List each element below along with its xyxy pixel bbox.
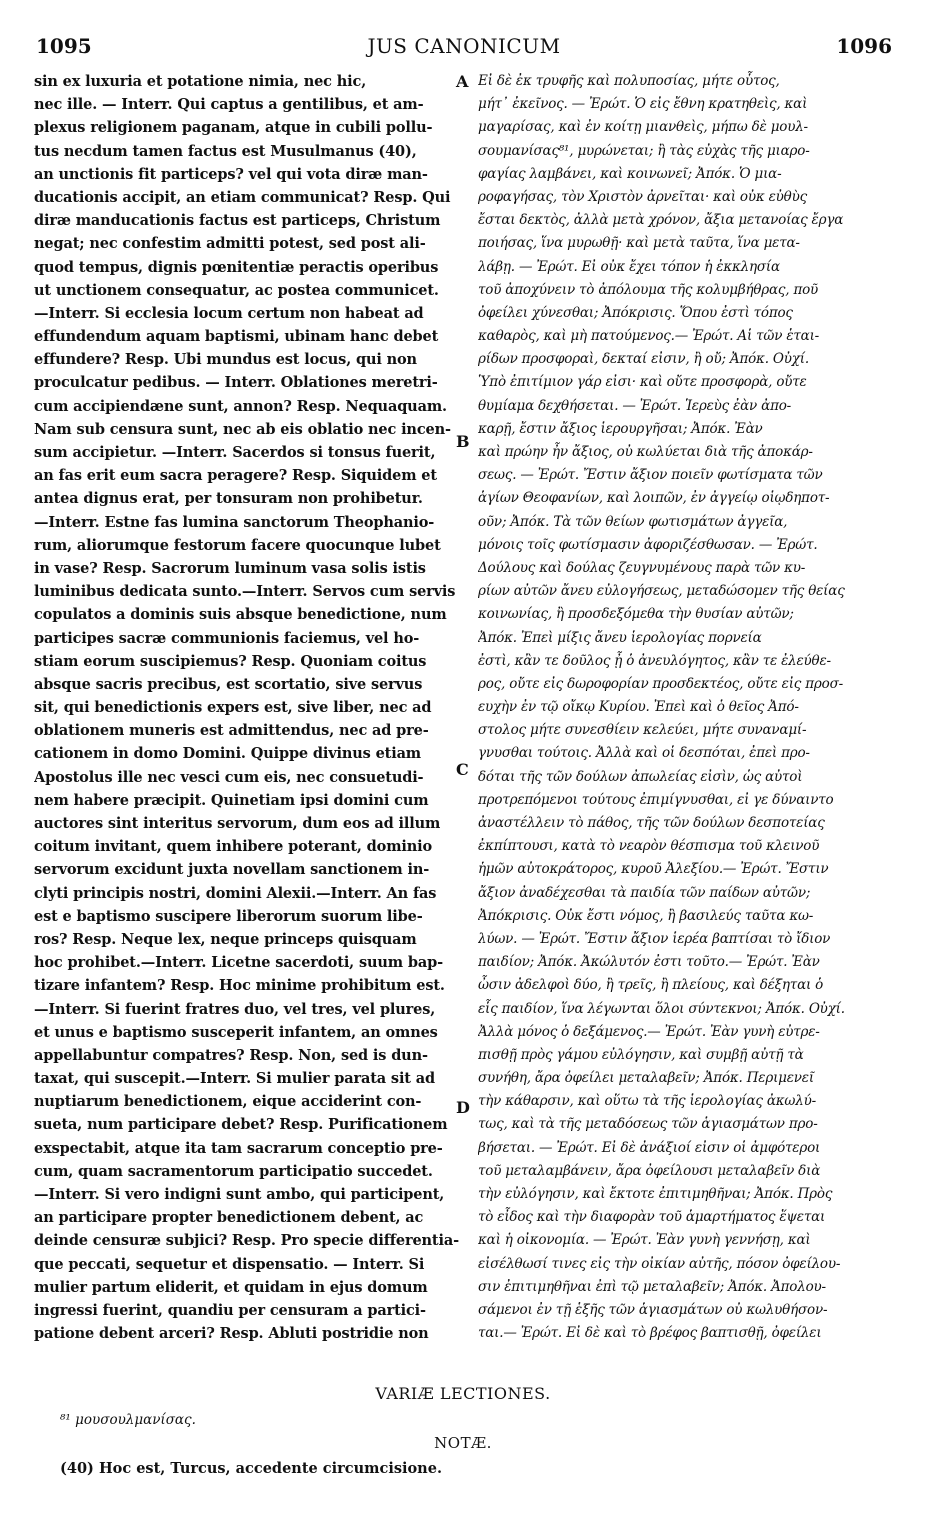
text-line: copulatos a dominis suis absque benedictione, num [34,606,447,624]
text-line: ἄξιον ἀναδέχεσθαι τὰ παιδία τῶν παίδων αὐτῶν; [478,884,811,901]
text-line: absque sacris precibus, est scortatio, sive servus [34,675,423,693]
variae-lectiones-heading: VARIÆ LECTIONES. [375,1384,551,1403]
text-line: ρίδων προσφοραὶ, δεκταί εἰσιν, ἢ οὔ; Ἀπόκ. Οὐχί. [478,351,809,368]
text-line: in vase? Resp. Sacrorum luminum vasa solis istis [34,559,426,577]
text-line: ἐστὶ, κἂν τε δοῦλος ᾖ ὁ ἀνευλόγητος, κἂν τε ἐλεύθε- [478,652,831,669]
text-line: Apostolus ille nec vesci cum eis, nec consuetudi- [34,768,424,786]
margin-marker-a: A [456,72,469,91]
text-line: ὦσιν ἀδελφοὶ δύο, ἢ τρεῖς, ἢ πλείους, καὶ δέξηται ὁ [478,977,824,994]
text-line: συνήθη, ἄρα ὀφείλει μεταλαβεῖν; Ἀπόκ. Περιμενεῖ [478,1070,814,1087]
text-line: οῦν; Ἀπόκ. Τὰ τῶν θείων φωτισμάτων ἀγγεῖα, [478,513,788,530]
variant-reading-note: ⁸¹ μουσουλμανίσας. [60,1412,196,1428]
text-line: deinde censuræ subjici? Resp. Pro specie differentia- [34,1232,459,1250]
text-line: luminibus dedicata sunto.—Interr. Servos cum servis [34,583,456,601]
text-line: ποιήσας, ἵνα μυρωθῇ· καὶ μετὰ ταῦτα, ἵνα μετα- [478,235,800,252]
footnote-40: (40) Hoc est, Turcus, accedente circumcisione. [60,1460,442,1477]
text-line: servorum excidunt juxta novellam sanctionem in- [34,861,430,879]
text-line: coitum invitant, quem inhibere poterant, dominio [34,838,433,856]
text-line: καρῇ, ἔστιν ἄξιος ἱερουργῆσαι; Ἀπόκ. Ἐὰν [478,420,763,437]
text-line: nec ille. — Interr. Qui captus a gentilibus, et am- [34,96,424,114]
text-line: que peccati, sequetur et dispensatio. — Interr. Si [34,1255,425,1273]
text-line: —Interr. Si vero indigni sunt ambo, qui participent, [34,1186,445,1203]
text-line: μόνοις τοῖς φωτίσμασιν ἀφοριζέσθωσαν. — Ἐρώτ. [478,536,818,553]
notae-heading: NOTÆ. [434,1434,492,1452]
text-line: nem habere præcipit. Quinetiam ipsi domini cum [34,791,429,809]
text-line: εἰσέλθωσί τινες εἰς τὴν οἰκίαν αὐτῆς, πόσον ὀφείλου- [478,1255,841,1272]
text-line: ducationis accipit, an etiam communicat? Resp. Qui [34,188,451,206]
text-line: καθαρὸς, καὶ μὴ πατούμενος.— Ἐρώτ. Αἱ τῶν ἑται- [478,328,820,345]
text-line: Nam sub censura sunt, nec ab eis oblatio nec incen- [34,420,451,438]
text-line: exspectabit, atque ita tam sacrarum conceptio pre- [34,1139,443,1157]
text-line: diræ manducationis factus est particeps, Christum [34,212,441,230]
text-line: mulier partum eliderit, et quidam in ejus domum [34,1278,428,1296]
text-line: rum, aliorumque festorum facere quocunque lubet [34,536,441,554]
text-line: δόται τῆς τῶν δούλων ἀπωλείας εἰσὶν, ὡς αὐτοὶ [478,768,803,785]
text-line: ἔσται δεκτὸς, ἀλλὰ μετὰ χρόνον, ἄξια μετανοίας ἔργα [478,212,844,229]
text-line: ἀναστέλλειν τὸ πάθος, τῆς τῶν δούλων δεσποτείας [478,815,825,831]
text-line: ρίων αὐτῶν ἄνευ εὐλογήσεως, μεταδώσομεν τῆς θείας [478,583,845,600]
text-line: effundendum aquam baptismi, ubinam hanc debet [34,328,439,346]
text-line: cationem in domo Domini. Quippe divinus etiam [34,745,422,763]
text-line: ρος, οὔτε εἰς δωροφορίαν προσδεκτέος, οὔτε εἰς προσ- [478,675,843,692]
text-line: —Interr. Si fuerint fratres duo, vel tres, vel plures, [34,1000,436,1018]
text-line: sit, qui benedictionis expers est, sive liber, nec ad [34,699,432,717]
text-line: sum accipietur. —Interr. Sacerdos si tonsus fuerit, [34,444,436,461]
text-line: an participare propter benedictionem debent, ac [34,1209,424,1227]
text-line: est e baptismo suscipere liberorum suorum libe- [34,907,423,925]
text-line: nuptiarum benedictionem, eique acciderint con- [34,1093,422,1111]
text-line: τὴν εὐλόγησιν, καὶ ἔκτοτε ἐπιτιμηθῆναι; Ἀπόκ. Πρὸς [478,1186,833,1202]
greek-column [478,70,892,1345]
text-line: tus necdum tamen factus est Musulmanus (40), [34,142,417,160]
text-line: ἁγίων Θεοφανίων, καὶ λοιπῶν, ἐν ἀγγείῳ οἱῳδηποτ- [478,490,830,507]
text-line: cum accipiendæne sunt, annon? Resp. Nequaquam. [34,397,447,415]
text-line: effundere? Resp. Ubi mundus est locus, qui non [34,351,417,369]
text-line: et unus e baptismo susceperit infantem, an omnes [34,1023,438,1041]
text-line: τὸ εἶδος καὶ τὴν διαφορὰν τοῦ ἁμαρτήματος ἕψεται [478,1209,826,1226]
text-line: —Interr. Estne fas lumina sanctorum Theophanio- [34,513,435,531]
text-line: an unctionis fit particeps? vel qui vota diræ man- [34,165,428,183]
text-line: cum, quam sacramentorum participatio succedet. [34,1162,433,1180]
text-line: σεως. — Ἐρώτ. Ἔστιν ἄξιον ποιεῖν φωτίσματα τῶν [478,467,823,484]
text-line: ut unctionem consequatur, ac postea communicet. [34,281,439,299]
text-line: λύων. — Ἐρώτ. Ἔστιν ἄξιον ἱερέα βαπτίσαι τὸ ἴδιον [478,930,831,947]
text-line: καὶ ἡ οἰκονομία. — Ἐρώτ. Ἐὰν γυνὴ γεννήσῃ, καὶ [478,1232,811,1249]
text-line: taxat, qui suscepit.—Interr. Si mulier parata sit ad [34,1070,435,1088]
text-line: ingressi fuerint, quandiu per censuram a partici- [34,1301,426,1319]
text-line: auctores sint interitus servorum, dum eos ad illum [34,815,441,832]
page-header [36,34,892,64]
running-title: JUS CANONICUM [367,34,561,58]
text-line: —Interr. Si ecclesia locum certum non habeat ad [34,304,424,322]
text-line: Ἀλλὰ μόνος ὁ δεξάμενος.— Ἐρώτ. Ἐὰν γυνὴ εὐτρε- [478,1023,820,1040]
text-line: Ὑπὸ ἐπιτίμιον γάρ εἰσι· καὶ οὔτε προσφορὰ, οὔτε [478,374,807,391]
text-line: τως, καὶ τὰ τῆς μεταδόσεως τῶν ἁγιασμάτων προ- [478,1116,818,1133]
text-line: Δούλους καὶ δούλας ζευγνυμένους παρὰ τῶν κυ- [478,559,806,576]
text-line: an fas erit eum sacra peragere? Resp. Siquidem et [34,467,437,485]
text-line: γνυσθαι τούτοις. Ἀλλὰ καὶ οἱ δεσπόται, ἐπεὶ προ- [478,745,810,762]
margin-marker-b: B [456,432,470,451]
text-line: appellabuntur compatres? Resp. Non, sed is dun- [34,1046,428,1064]
text-line: participes sacræ communionis faciemus, vel ho- [34,629,420,647]
text-line: σουμανίσας⁸¹, μυρώνεται; ἢ τὰς εὐχὰς τῆς μιαρο- [478,142,810,159]
text-line: τοῦ μεταλαμβάνειν, ἄρα ὀφείλουσι μεταλαβεῖν διὰ [478,1162,821,1179]
text-line: sin ex luxuria et potatione nimia, nec hic, [34,73,367,90]
text-line: antea dignus erat, per tonsuram non prohibetur. [34,490,423,508]
text-line: Ἀπόκ. Ἐπεὶ μίξις ἄνευ ἱερολογίας πορνεία [478,629,762,646]
text-line: proculcatur pedibus. — Interr. Oblationes meretri- [34,374,438,392]
text-line: παιδίον; Ἀπόκ. Ἀκώλυτόν ἐστι τοῦτο.— Ἐρώτ. Ἐὰν [478,954,820,971]
text-line: plexus religionem paganam, atque in cubili pollu- [34,119,433,137]
text-line: Εἰ δὲ ἐκ τρυφῆς καὶ πολυποσίας, μήτε οὗτος, [478,73,780,89]
text-line: στολος μήτε συνεσθίειν κελεύει, μήτε συναναμί- [478,722,807,739]
text-line: ὀφείλει χύνεσθαι; Ἀπόκρισις. Ὅπου ἐστὶ τόπος [478,304,793,321]
text-line: φαγίας λαμβάνει, καὶ κοινωνεῖ; Ἀπόκ. Ὁ μια- [478,165,782,182]
text-line: ἡμῶν αὐτοκράτορος, κυροῦ Ἀλεξίου.— Ἐρώτ. Ἔστιν [478,861,829,878]
text-line: μήτ᾽ ἐκεῖνος. — Ἐρώτ. Ὁ εἰς ἔθνη κρατηθεὶς, καὶ [478,96,808,113]
text-line: λάβῃ. — Ἐρώτ. Εἰ οὐκ ἔχει τόπον ἡ ἐκκλησία [478,258,780,275]
text-line: ἐκπίπτουσι, κατὰ τὸ νεαρὸν θέσπισμα τοῦ κλεινοῦ [478,838,820,855]
text-line: μαγαρίσας, καὶ ἐν κοίτῃ μιανθεὶς, μήπω δὲ μουλ- [478,119,808,136]
text-line: καὶ πρώην ἦν ἄξιος, οὐ κωλύεται διὰ τῆς ἀποκάρ- [478,444,813,460]
text-line: ros? Resp. Neque lex, neque princeps quisquam [34,930,417,948]
text-line: quod tempus, dignis pœnitentiæ peractis operibus [34,258,439,276]
text-line: κοινωνίας, ἢ προσδεξόμεθα τὴν θυσίαν αὐτῶν; [478,606,794,623]
text-line: Ἀπόκρισις. Οὐκ ἔστι νόμος, ἢ βασιλεύς ταῦτα κω- [478,907,814,924]
left-page-number: 1095 [36,34,92,58]
right-page-number: 1096 [836,34,892,58]
text-line: σάμενοι ἐν τῇ ἑξῆς τῶν ἁγιασμάτων οὐ κωλυθήσον- [478,1301,828,1318]
text-line: εἷς παιδίον, ἵνα λέγωνται ὅλοι σύντεκνοι; Ἀπόκ. Οὐχί. [478,1000,845,1017]
text-line: βήσεται. — Ἐρώτ. Εἰ δὲ ἀνάξιοί εἰσιν οἱ ἀμφότεροι [478,1139,821,1156]
latin-column [34,70,464,1345]
text-line: clyti principis nostri, domini Alexii.—Interr. An fas [34,884,437,902]
text-line: προτρεπόμενοι τούτους ἐπιμίγνυσθαι, εἰ γε δύναιντο [478,791,834,808]
text-line: πισθῇ πρὸς γάμου εὐλόγησιν, καὶ συμβῇ αὐτῇ τὰ [478,1046,804,1063]
text-line: τοῦ ἀποχύνειν τὸ ἀπόλουμα τῆς κολυμβήθρας, ποῦ [478,281,819,298]
text-line: ευχὴν ἐν τῷ οἴκῳ Κυρίου. Ἐπεὶ καὶ ὁ θεῖος Ἀπό- [478,699,799,716]
text-line: tizare infantem? Resp. Hoc minime prohibitum est. [34,977,445,995]
text-line: ροφαγήσας, τὸν Χριστὸν ἀρνεῖται· καὶ οὐκ εὐθὺς [478,188,807,205]
text-line: θυμίαμα δεχθήσεται. — Ἐρώτ. Ἱερεὺς ἐὰν ἀπο- [478,397,792,414]
text-line: patione debent arceri? Resp. Abluti postridie non [34,1325,429,1343]
margin-marker-d: D [456,1098,470,1117]
text-line: hoc prohibet.—Interr. Licetne sacerdoti, suum bap- [34,954,443,972]
text-line: sueta, num participare debet? Resp. Purificationem [34,1116,448,1134]
text-line: oblationem muneris est admittendus, nec ad pre- [34,722,429,740]
text-line: ται.— Ἐρώτ. Εἰ δὲ καὶ τὸ βρέφος βαπτισθῇ, ὀφείλει [478,1325,822,1342]
text-line: negat; nec confestim admitti potest, sed post ali- [34,235,426,253]
text-line: τὴν κάθαρσιν, καὶ οὕτω τὰ τῆς ἱερολογίας ἀκωλύ- [478,1093,816,1110]
text-line: stiam eorum suscipiemus? Resp. Quoniam coitus [34,652,427,670]
text-line: σιν ἐπιτιμηθῆναι ἐπὶ τῷ μεταλαβεῖν; Ἀπόκ. Ἀπολου- [478,1278,826,1295]
margin-marker-c: C [456,760,469,779]
